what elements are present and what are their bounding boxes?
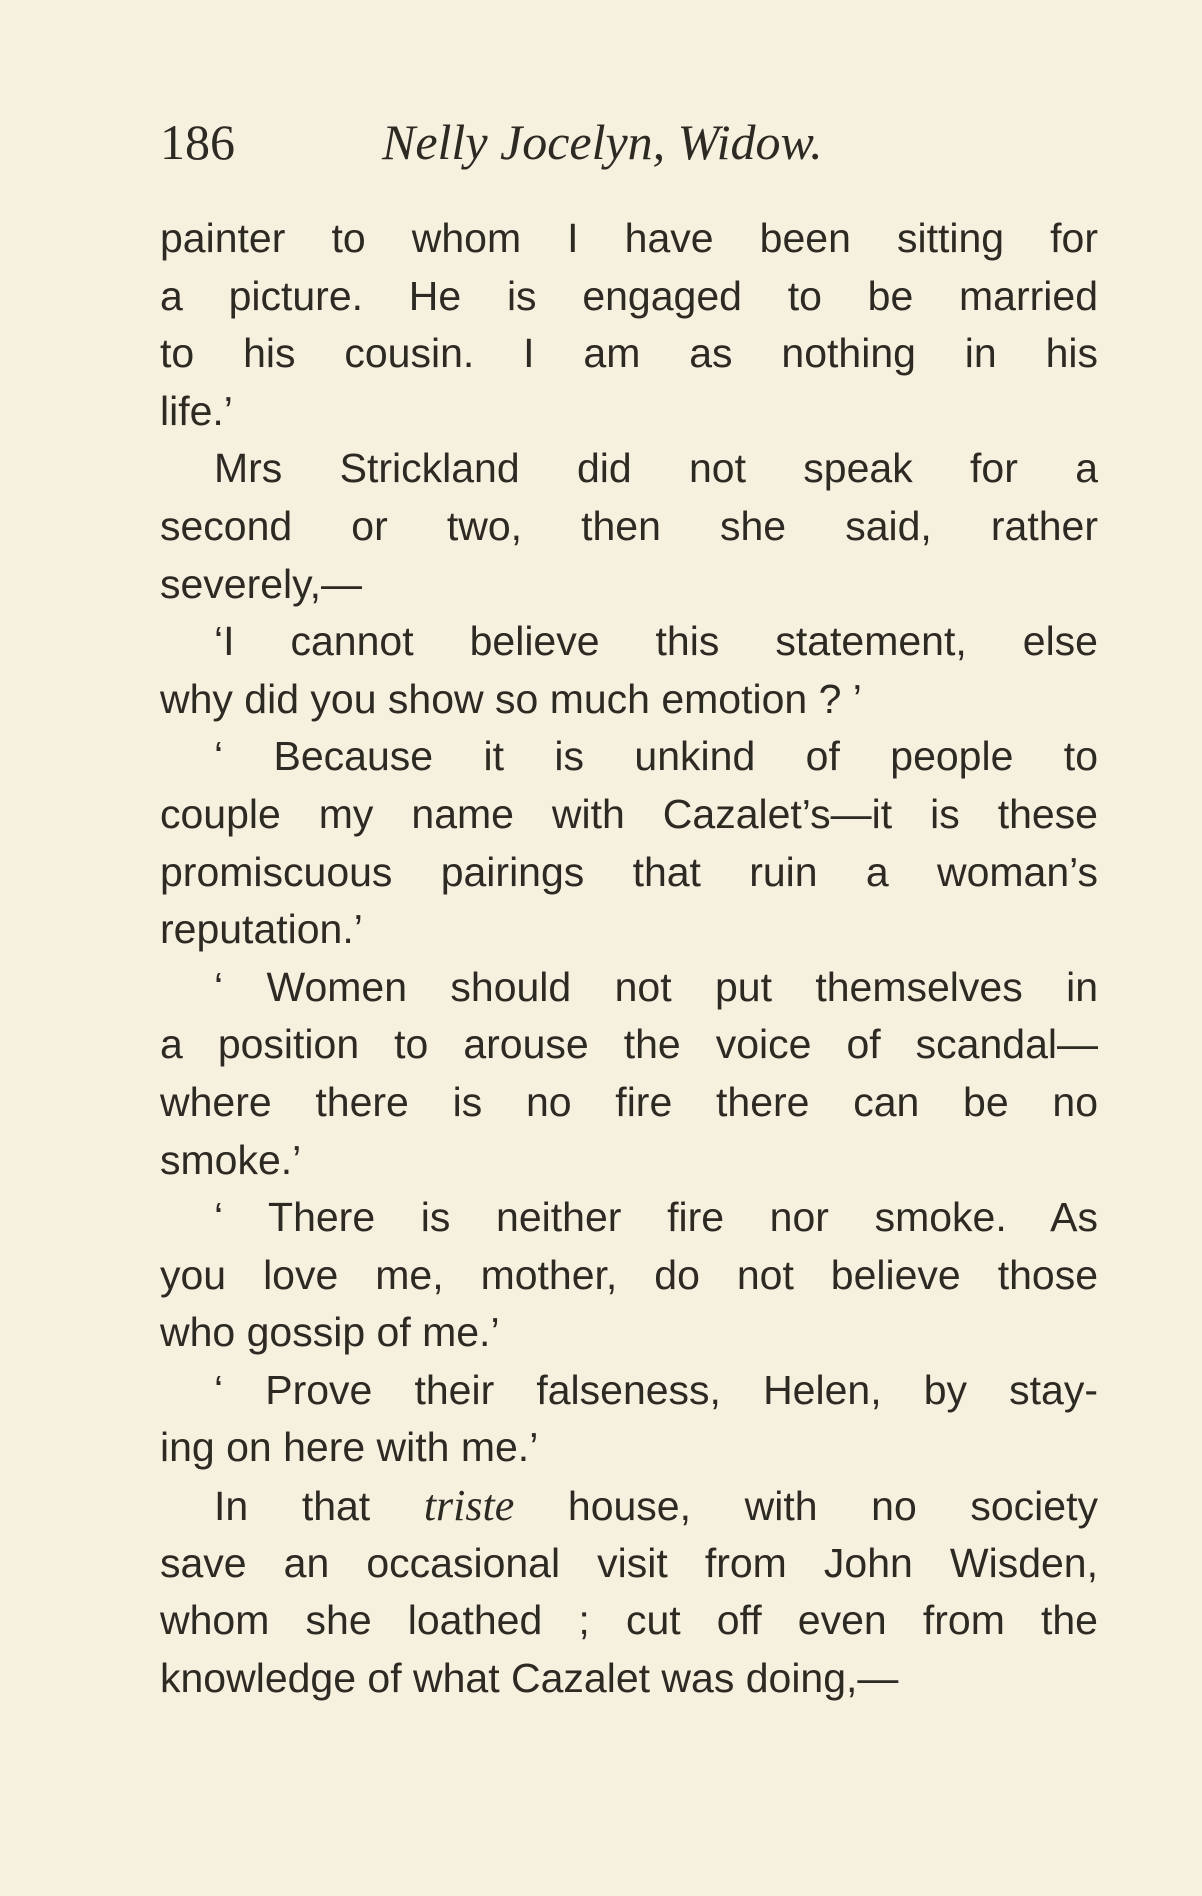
text-line: severely,— [160,560,363,607]
text-segment: In that [214,1483,424,1530]
text-line [160,1477,1098,1535]
text-line: ‘ Prove their falseness, Helen, by stay- [214,1366,1098,1413]
text-line: you love me, mother, do not believe those [160,1251,1098,1298]
text-line: knowledge of what Cazalet was doing,— [160,1654,899,1701]
text-line: reputation.’ [160,906,363,953]
text-line: where there is no fire there can be no [160,1078,1098,1125]
text-line: save an occasional visit from John Wisden, [160,1539,1098,1586]
text-line: whom she loathed ; cut off even from the [160,1597,1098,1644]
text-segment: house, with no society [514,1483,1098,1530]
text-line: life.’ [160,387,233,434]
body-text [160,210,1098,1707]
text-line: ‘ There is neither fire nor smoke. As [214,1194,1098,1241]
text-line: second or two, then she said, rather [160,502,1098,549]
text-line: ‘I cannot believe this statement, else [214,618,1098,665]
text-line: smoke.’ [160,1136,302,1183]
text-line: promiscuous pairings that ruin a woman’s [160,848,1098,895]
text-line: ‘ Women should not put themselves in [214,963,1098,1010]
text-line: Mrs Strickland did not speak for a [214,445,1098,492]
text-line: ing on here with me.’ [160,1424,539,1471]
text-line: to his cousin. I am as nothing in his [160,330,1098,377]
text-line: a position to arouse the voice of scandal— [160,1021,1098,1068]
italic-word: triste [423,1481,515,1531]
text-line: couple my name with Cazalet’s—it is these [160,790,1098,837]
running-head [160,112,1060,172]
page-number: 186 [160,114,235,170]
text-line: a picture. He is engaged to be married [160,272,1098,319]
book-title: Nelly Jocelyn, Widow. [382,114,823,170]
text-line: why did you show so much emotion ? ’ [160,675,862,722]
text-line: who gossip of me.’ [160,1309,500,1356]
text-line: painter to whom I have been sitting for [160,215,1098,261]
text-line: ‘ Because it is unkind of people to [214,733,1098,780]
